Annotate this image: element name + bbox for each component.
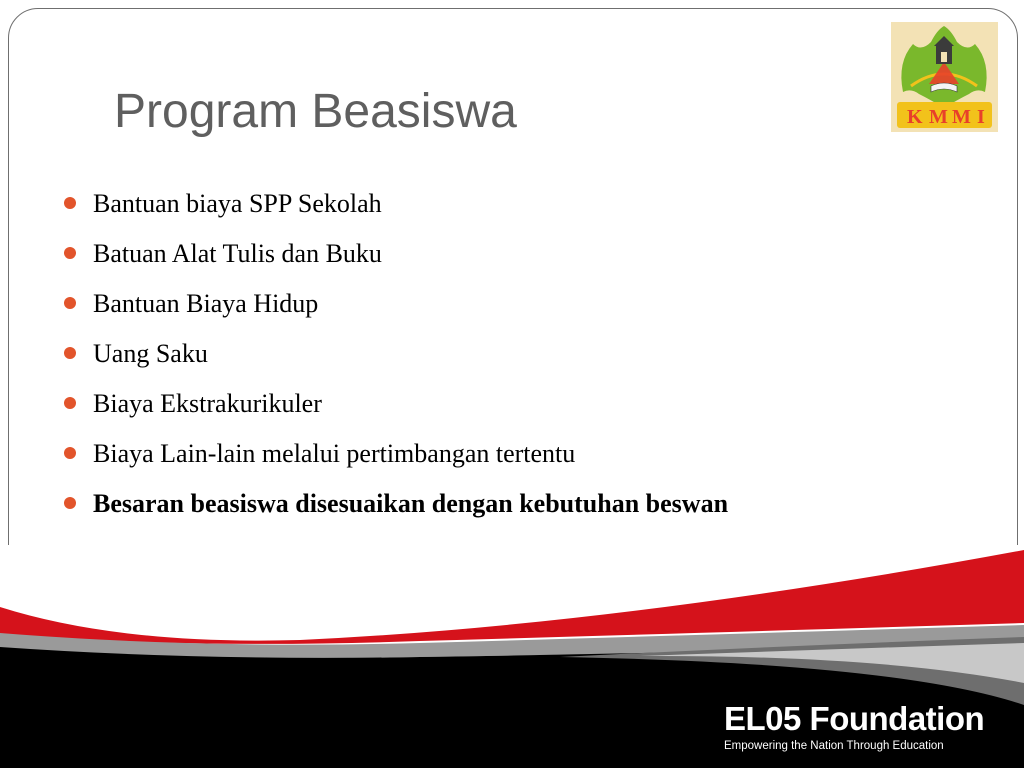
footer-brand	[724, 700, 984, 754]
svg-text:M: M	[952, 106, 971, 128]
page-title: Program Beasiswa	[114, 85, 517, 138]
bullet-icon	[64, 297, 76, 309]
list-item-text: Besaran beasiswa disesuaikan dengan kebutuhan beswan	[93, 489, 729, 518]
bullet-list	[62, 182, 728, 532]
brand-name: EL05 Foundation	[724, 700, 985, 737]
brand-tagline: Empowering the Nation Through Education	[724, 740, 944, 752]
list-item-text: Bantuan biaya SPP Sekolah	[93, 189, 382, 218]
list-item	[62, 482, 728, 532]
list-item-text: Biaya Ekstrakurikuler	[93, 389, 322, 418]
bullet-icon	[64, 447, 76, 459]
bullet-icon	[64, 247, 76, 259]
svg-text:I: I	[977, 106, 985, 128]
bullet-icon	[64, 497, 76, 509]
list-item	[62, 232, 728, 282]
list-item-text: Biaya Lain-lain melalui pertimbangan tertentu	[93, 439, 576, 468]
svg-text:K: K	[907, 106, 923, 128]
list-item	[62, 332, 728, 382]
list-item-text: Batuan Alat Tulis dan Buku	[93, 239, 382, 268]
svg-text:M: M	[929, 106, 948, 128]
bullet-icon	[64, 197, 76, 209]
list-item	[62, 382, 728, 432]
bullet-icon	[64, 397, 76, 409]
list-item	[62, 432, 728, 482]
kmmi-logo-icon	[891, 22, 998, 132]
list-item-text: Uang Saku	[93, 339, 208, 368]
list-item	[62, 282, 728, 332]
bullet-icon	[64, 347, 76, 359]
list-item	[62, 182, 728, 232]
list-item-text: Bantuan Biaya Hidup	[93, 289, 319, 318]
